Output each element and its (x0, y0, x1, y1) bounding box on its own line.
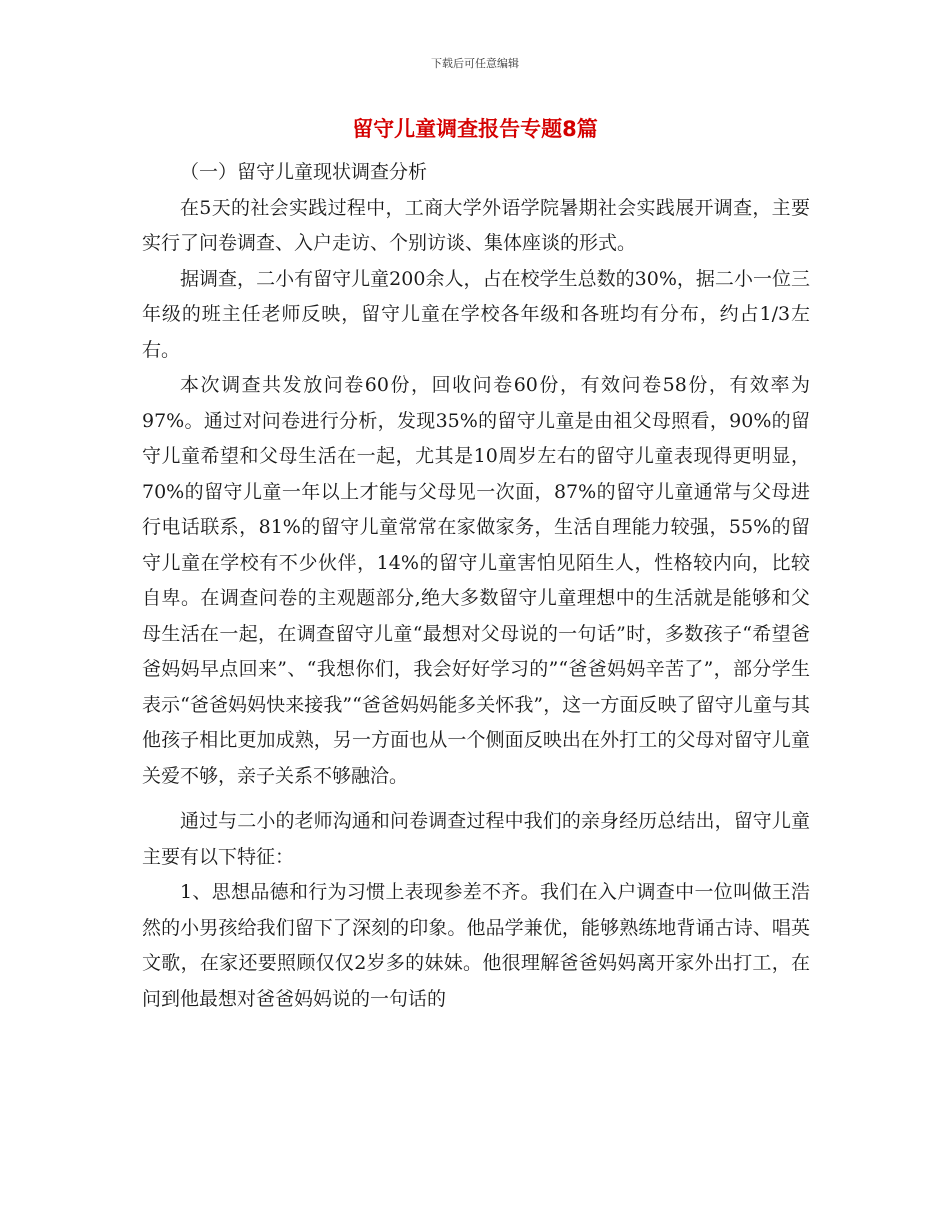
paragraph: 本次调查共发放问卷60份，回收问卷60份，有效问卷58份，有效率为97%。通过对问卷进行分析，发现35%的留守儿童是由祖父母照看，90%的留守儿童希望和父母生活在一起，尤其是10周岁左右的留守儿童表现得更明显，70%的留守儿童一年以上才能与父母见一次面，87%的留守儿童通常与父母进行电话联系，81%的留守儿童常常在家做家务，生活自理能力较强，55%的留守儿童在学校有不少伙伴，14%的留守儿童害怕见陌生人，性格较内向，比较自卑。在调查问卷的主观题部分,绝大多数留守儿童理想中的生活就是能够和父母生活在一起，在调查留守儿童“最想对父母说的一句话”时，多数孩子“希望爸爸妈妈早点回来”、“我想你们，我会好好学习的”“爸爸妈妈辛苦了”，部分学生表示“爸爸妈妈快来接我”“爸爸妈妈能多关怀我”，这一方面反映了留守儿童与其他孩子相比更加成熟，另一方面也从一个侧面反映出在外打工的父母对留守儿童关爱不够，亲子关系不够融洽。 (142, 374, 810, 787)
paragraph: 通过与二小的老师沟通和问卷调查过程中我们的亲身经历总结出，留守儿童主要有以下特征： (142, 810, 810, 868)
paragraph: 1、思想品德和行为习惯上表现参差不齐。我们在入户调查中一位叫做王浩然的小男孩给我们留下了深刻的印象。他品学兼优，能够熟练地背诵古诗、唱英文歌，在家还要照顾仅仅2岁多的妹妹。他很理解爸爸妈妈离开家外出打工，在问到他最想对爸爸妈妈说的一句话的 (142, 881, 810, 1010)
section-heading: （一）留守儿童现状调查分析 (180, 161, 428, 183)
document-body (142, 155, 810, 1017)
page-header-note: 下载后可任意编辑 (431, 57, 519, 70)
paragraph: 在5天的社会实践过程中，工商大学外语学院暑期社会实践展开调查，主要实行了问卷调查、入户走访、个别访谈、集体座谈的形式。 (142, 196, 810, 254)
paragraph: 据调查，二小有留守儿童200余人，占在校学生总数的30%，据二小一位三年级的班主任老师反映，留守儿童在学校各年级和各班均有分布，约占1/3左右。 (142, 267, 810, 361)
document-title: 留守儿童调查报告专题8篇 (352, 117, 598, 141)
